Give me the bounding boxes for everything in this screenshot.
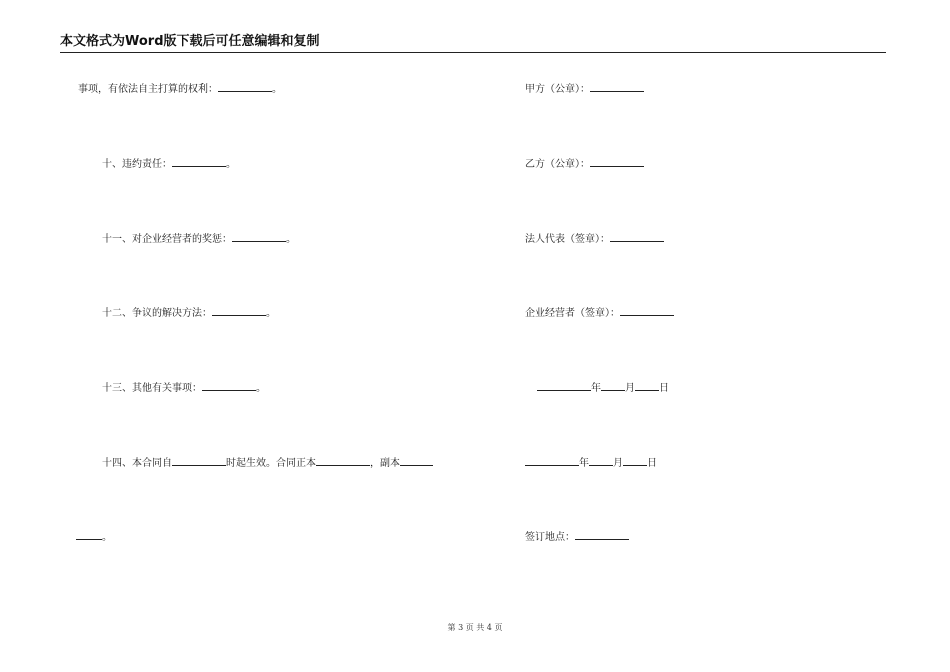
operator-label: 企业经营者（签章）： <box>525 308 620 319</box>
clause-14-line <box>102 454 433 471</box>
date-2-day-blank <box>623 454 647 466</box>
clause-13-line <box>102 379 266 396</box>
date-1-year-blank <box>537 379 591 391</box>
clause-rights-line <box>78 80 282 97</box>
clause-13-text: 十三、其他有关事项： <box>102 383 202 394</box>
party-a-line <box>525 80 644 97</box>
signing-place-label: 签订地点： <box>525 532 575 543</box>
clause-14-blank-2 <box>316 454 370 466</box>
clause-14-continuation <box>76 528 112 545</box>
date-line-1 <box>537 379 669 396</box>
legal-rep-label: 法人代表（签章）： <box>525 234 610 245</box>
clause-14-text-3: ，副本 <box>370 458 400 469</box>
clause-14-blank-1 <box>172 454 226 466</box>
date-2-month: 月 <box>613 458 623 469</box>
date-1-month-blank <box>601 379 625 391</box>
clause-rights-end: 。 <box>272 84 282 95</box>
clause-rights-text: 事项，有依法自主打算的权利： <box>78 84 218 95</box>
clause-14-text-2: 时起生效。合同正本 <box>226 458 316 469</box>
page-number: 第 3 页 共 4 页 <box>447 623 503 632</box>
date-1-year: 年 <box>591 383 601 394</box>
signing-place-blank <box>575 528 629 540</box>
clause-12-end: 。 <box>266 308 276 319</box>
clause-10-end: 。 <box>226 159 236 170</box>
clause-12-text: 十二、争议的解决方法： <box>102 308 212 319</box>
party-a-label: 甲方（公章）： <box>525 84 590 95</box>
date-2-day: 日 <box>647 458 657 469</box>
clause-11-blank <box>232 230 286 242</box>
page-header <box>60 34 886 53</box>
signing-place-line <box>525 528 629 545</box>
date-1-day-blank <box>635 379 659 391</box>
operator-line <box>525 304 674 321</box>
date-1-month: 月 <box>625 383 635 394</box>
clause-rights-blank <box>218 80 272 92</box>
date-2-year: 年 <box>579 458 589 469</box>
party-b-line <box>525 155 644 172</box>
party-b-label: 乙方（公章）： <box>525 159 590 170</box>
party-a-blank <box>590 80 644 92</box>
clause-13-end: 。 <box>256 383 266 394</box>
header-title: 本文格式为Word版下载后可任意编辑和复制 <box>60 34 320 49</box>
clause-10-text: 十、违约责任： <box>102 159 172 170</box>
date-1-day: 日 <box>659 383 669 394</box>
party-b-blank <box>590 155 644 167</box>
clause-14-blank-3 <box>400 454 433 466</box>
clause-11-text: 十一、对企业经营者的奖惩： <box>102 234 232 245</box>
legal-rep-blank <box>610 230 664 242</box>
clause-14-text-1: 十四、本合同自 <box>102 458 172 469</box>
operator-blank <box>620 304 674 316</box>
clause-11-line <box>102 230 296 247</box>
date-2-year-blank <box>525 454 579 466</box>
clause-12-line <box>102 304 276 321</box>
clause-13-blank <box>202 379 256 391</box>
legal-rep-line <box>525 230 664 247</box>
date-2-month-blank <box>589 454 613 466</box>
clause-14-end: 。 <box>102 532 112 543</box>
clause-14-blank-4 <box>76 528 102 540</box>
date-line-2 <box>525 454 657 471</box>
clause-10-blank <box>172 155 226 167</box>
clause-11-end: 。 <box>286 234 296 245</box>
clause-12-blank <box>212 304 266 316</box>
clause-10-line <box>102 155 236 172</box>
